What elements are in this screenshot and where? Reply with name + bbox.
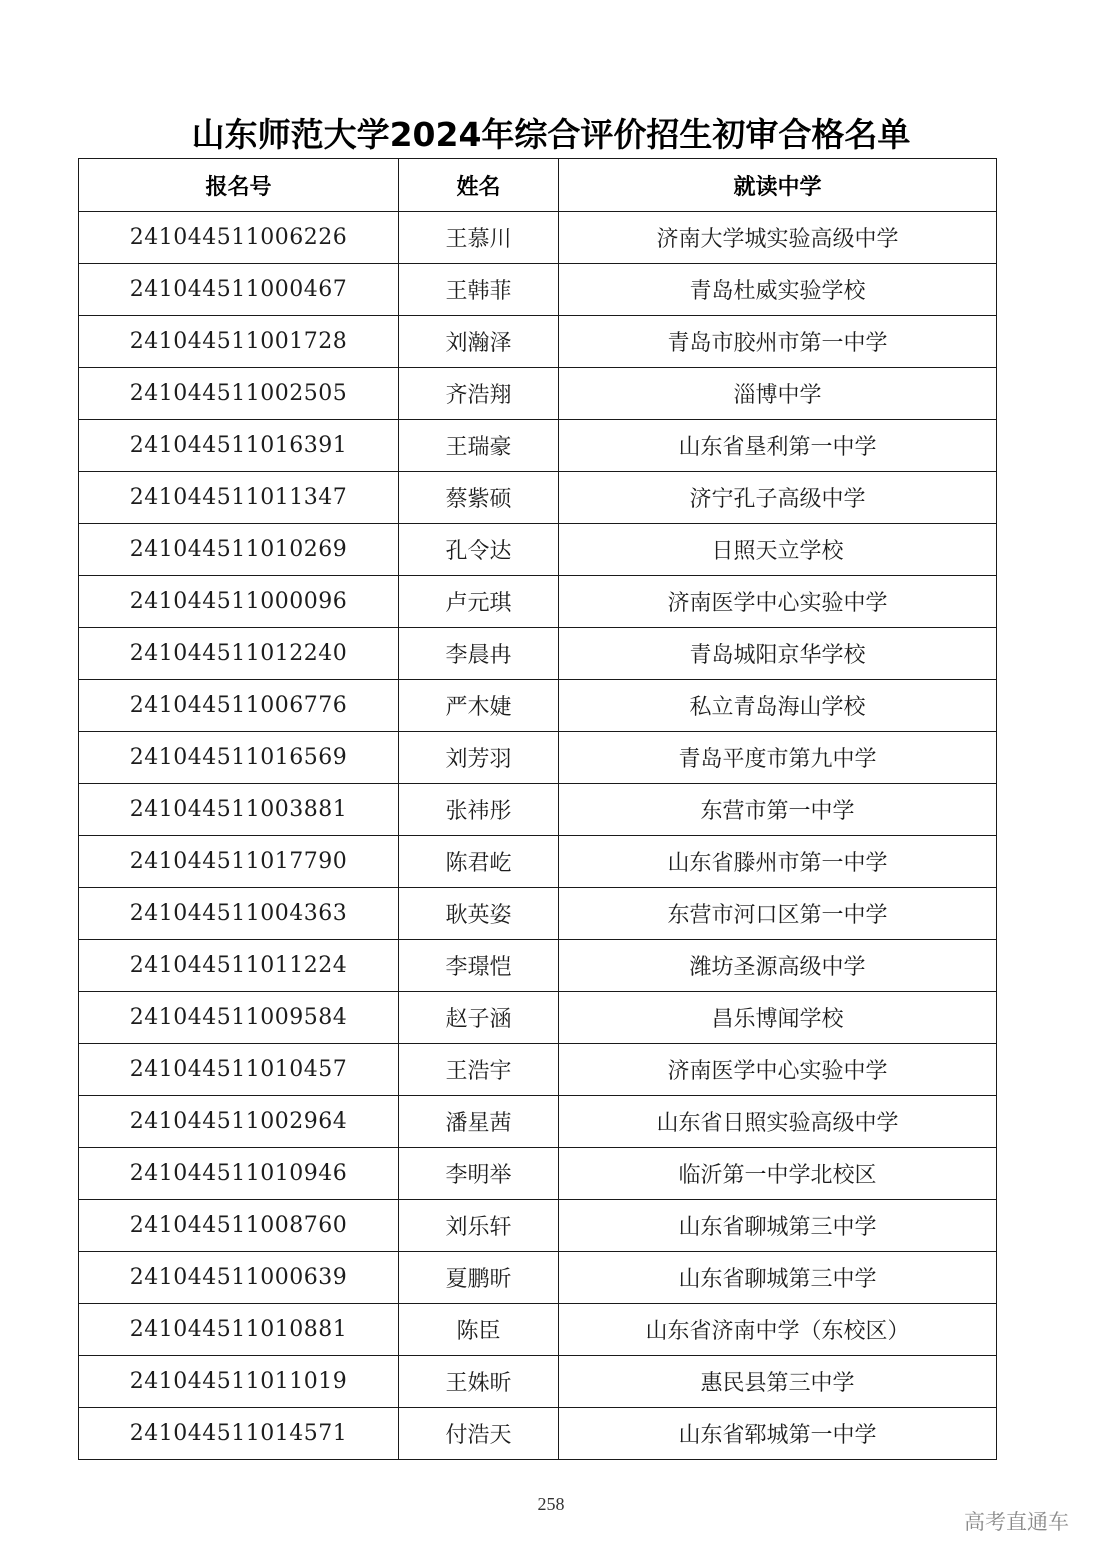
- registration-number-cell: 241044511001728: [79, 316, 399, 368]
- school-name-cell: 东营市河口区第一中学: [559, 888, 997, 940]
- table-row: [79, 1044, 997, 1096]
- registration-number-cell: 241044511009584: [79, 992, 399, 1044]
- school-name-cell: 山东省济南中学（东校区）: [559, 1304, 997, 1356]
- student-name-cell: 潘星茜: [399, 1096, 559, 1148]
- student-name-cell: 付浩天: [399, 1408, 559, 1460]
- school-name-cell: 济南医学中心实验中学: [559, 576, 997, 628]
- school-name-cell: 潍坊圣源高级中学: [559, 940, 997, 992]
- student-name-cell: 严木婕: [399, 680, 559, 732]
- table-row: [79, 212, 997, 264]
- student-name-cell: 王慕川: [399, 212, 559, 264]
- registration-number-cell: 241044511006776: [79, 680, 399, 732]
- school-name-cell: 山东省郓城第一中学: [559, 1408, 997, 1460]
- table-row: [79, 420, 997, 472]
- page-number: 258: [537, 1494, 565, 1514]
- student-name-cell: 刘乐轩: [399, 1200, 559, 1252]
- table-row: [79, 1356, 997, 1408]
- table-row: [79, 472, 997, 524]
- student-name-cell: 刘瀚泽: [399, 316, 559, 368]
- table-row: [79, 628, 997, 680]
- table-row: [79, 940, 997, 992]
- school-name-cell: 临沂第一中学北校区: [559, 1148, 997, 1200]
- school-name-cell: 私立青岛海山学校: [559, 680, 997, 732]
- school-name-cell: 济南大学城实验高级中学: [559, 212, 997, 264]
- registration-number-cell: 241044511006226: [79, 212, 399, 264]
- table-row: [79, 680, 997, 732]
- student-name-cell: 李明举: [399, 1148, 559, 1200]
- column-header-school: 就读中学: [559, 159, 997, 212]
- registration-number-cell: 241044511011224: [79, 940, 399, 992]
- student-name-cell: 张祎彤: [399, 784, 559, 836]
- student-name-cell: 王浩宇: [399, 1044, 559, 1096]
- registration-number-cell: 241044511010457: [79, 1044, 399, 1096]
- table-row: [79, 264, 997, 316]
- table-body: [79, 212, 997, 1460]
- table-row: [79, 1148, 997, 1200]
- admission-list-table: [78, 158, 997, 1460]
- table-row: [79, 1304, 997, 1356]
- registration-number-cell: 241044511002964: [79, 1096, 399, 1148]
- registration-number-cell: 241044511010946: [79, 1148, 399, 1200]
- registration-number-cell: 241044511011347: [79, 472, 399, 524]
- school-name-cell: 青岛市胶州市第一中学: [559, 316, 997, 368]
- school-name-cell: 青岛平度市第九中学: [559, 732, 997, 784]
- student-name-cell: 陈君屹: [399, 836, 559, 888]
- registration-number-cell: 241044511010881: [79, 1304, 399, 1356]
- registration-number-cell: 241044511000467: [79, 264, 399, 316]
- student-name-cell: 陈臣: [399, 1304, 559, 1356]
- school-name-cell: 淄博中学: [559, 368, 997, 420]
- student-name-cell: 孔令达: [399, 524, 559, 576]
- registration-number-cell: 241044511003881: [79, 784, 399, 836]
- table-header: [79, 159, 997, 212]
- registration-number-cell: 241044511010269: [79, 524, 399, 576]
- school-name-cell: 济宁孔子高级中学: [559, 472, 997, 524]
- column-header-registration-number: 报名号: [79, 159, 399, 212]
- table-row: [79, 316, 997, 368]
- table-row: [79, 576, 997, 628]
- student-name-cell: 王姝昕: [399, 1356, 559, 1408]
- registration-number-cell: 241044511017790: [79, 836, 399, 888]
- table-row: [79, 784, 997, 836]
- student-name-cell: 齐浩翔: [399, 368, 559, 420]
- registration-number-cell: 241044511000096: [79, 576, 399, 628]
- table-row: [79, 1408, 997, 1460]
- school-name-cell: 山东省垦利第一中学: [559, 420, 997, 472]
- student-name-cell: 卢元琪: [399, 576, 559, 628]
- school-name-cell: 山东省滕州市第一中学: [559, 836, 997, 888]
- registration-number-cell: 241044511016391: [79, 420, 399, 472]
- registration-number-cell: 241044511000639: [79, 1252, 399, 1304]
- student-name-cell: 王韩菲: [399, 264, 559, 316]
- school-name-cell: 惠民县第三中学: [559, 1356, 997, 1408]
- table-row: [79, 524, 997, 576]
- table-row: [79, 1200, 997, 1252]
- school-name-cell: 山东省聊城第三中学: [559, 1200, 997, 1252]
- table-row: [79, 1096, 997, 1148]
- school-name-cell: 济南医学中心实验中学: [559, 1044, 997, 1096]
- registration-number-cell: 241044511002505: [79, 368, 399, 420]
- registration-number-cell: 241044511011019: [79, 1356, 399, 1408]
- table-row: [79, 836, 997, 888]
- student-name-cell: 李晨冉: [399, 628, 559, 680]
- school-name-cell: 昌乐博闻学校: [559, 992, 997, 1044]
- registration-number-cell: 241044511004363: [79, 888, 399, 940]
- school-name-cell: 山东省日照实验高级中学: [559, 1096, 997, 1148]
- student-name-cell: 李璟恺: [399, 940, 559, 992]
- column-header-name: 姓名: [399, 159, 559, 212]
- table-header-row: [79, 159, 997, 212]
- student-name-cell: 蔡紫硕: [399, 472, 559, 524]
- table-row: [79, 732, 997, 784]
- table-row: [79, 1252, 997, 1304]
- table-row: [79, 888, 997, 940]
- school-name-cell: 日照天立学校: [559, 524, 997, 576]
- student-name-cell: 王瑞豪: [399, 420, 559, 472]
- school-name-cell: 东营市第一中学: [559, 784, 997, 836]
- registration-number-cell: 241044511012240: [79, 628, 399, 680]
- watermark: 高考直通车: [964, 1510, 1069, 1534]
- page-title: 山东师范大学2024年综合评价招生初审合格名单: [191, 115, 911, 154]
- student-name-cell: 夏鹏昕: [399, 1252, 559, 1304]
- school-name-cell: 青岛城阳京华学校: [559, 628, 997, 680]
- table-row: [79, 992, 997, 1044]
- school-name-cell: 青岛杜威实验学校: [559, 264, 997, 316]
- registration-number-cell: 241044511008760: [79, 1200, 399, 1252]
- registration-number-cell: 241044511016569: [79, 732, 399, 784]
- table-row: [79, 368, 997, 420]
- student-name-cell: 赵子涵: [399, 992, 559, 1044]
- registration-number-cell: 241044511014571: [79, 1408, 399, 1460]
- student-name-cell: 耿英姿: [399, 888, 559, 940]
- student-name-cell: 刘芳羽: [399, 732, 559, 784]
- school-name-cell: 山东省聊城第三中学: [559, 1252, 997, 1304]
